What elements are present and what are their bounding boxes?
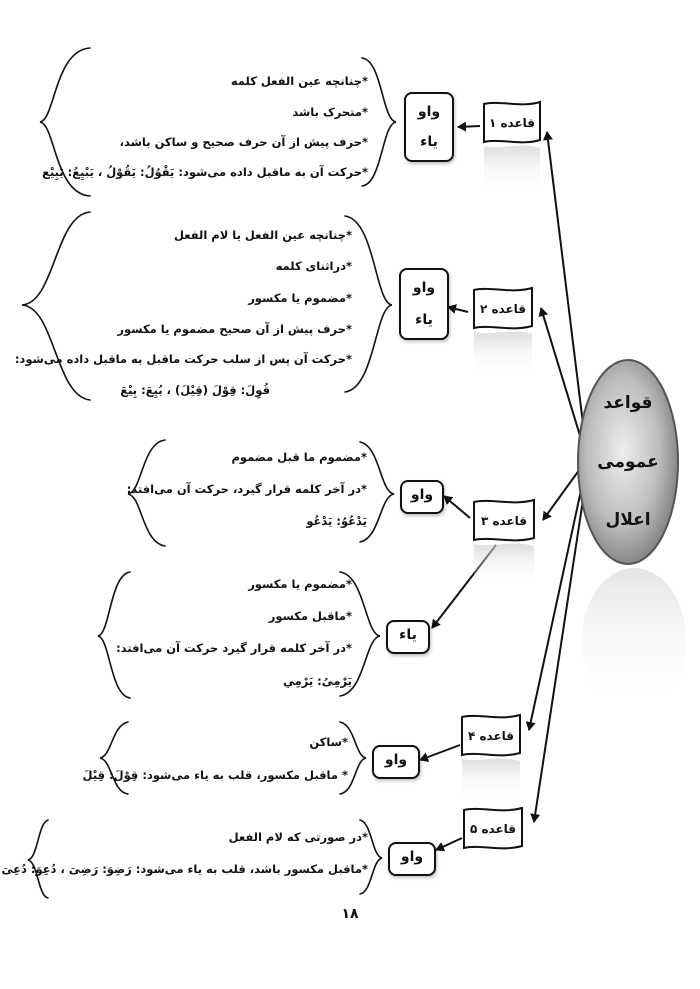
rule5-letter-box <box>388 842 436 876</box>
rule4-line-1: *ساکن <box>309 735 348 749</box>
central-topic-line-3: اعلال <box>605 510 651 530</box>
rule2-line-2: *دراثنای کلمه <box>275 259 352 273</box>
rule2-label: قاعده ۲ <box>479 302 527 316</box>
rule2-line-1: *چنانچه عین الفعل یا لام الفعل <box>173 228 352 242</box>
rule2-letter-ya: یاء <box>415 312 433 328</box>
rule3-waw-line-1: *مضموم ما قبل مضموم <box>231 450 367 464</box>
rule2-letter-box <box>399 268 449 340</box>
arrow-rule3-waw <box>444 496 470 518</box>
brace-rule4-left <box>100 722 128 794</box>
rule3-ya-line-3: *در آخر کلمه قرار گیرد حرکت آن می‌افتد: <box>116 641 352 655</box>
rule2-letter-waw: واو <box>412 280 436 296</box>
brace-rule5-left <box>28 820 48 898</box>
rule3-ya-line-1: *مضموم یا مکسور <box>248 577 352 591</box>
rule5-line-1: *در صورتی که لام الفعل <box>228 830 368 844</box>
rule4-label: قاعده ۴ <box>467 729 515 743</box>
rule3-waw-line-2: *در آخر کلمه قرار گیرد، حرکت آن می‌افتد: <box>126 482 367 496</box>
rule4-letter-waw: واو <box>384 752 408 768</box>
rule3-ya-line-4: یَرْمِیُ: یَرْمِي <box>282 674 352 688</box>
rule3-waw-line-3: یَدْعُوُ: یَدْعُو <box>306 514 367 528</box>
brace-rule2-right <box>345 216 392 392</box>
arrow-rule1-box <box>458 126 480 127</box>
rule3-ya-line-2: *ماقبل مکسور <box>268 609 352 623</box>
arrow-rule5-box <box>436 838 462 850</box>
arrow-center-rule4 <box>529 472 585 730</box>
rule1-letter-ya: یاء <box>420 134 438 150</box>
rule4-line-2: * ماقبل مکسور، قلب به یاء می‌شود: قِوْلَ: قِیْلَ <box>82 768 348 782</box>
rule2-line-4: *حرف پیش از آن صحیح مضموم یا مکسور <box>117 322 352 336</box>
rule5-letter-waw: واو <box>400 849 424 865</box>
rule2-line-6: قُوِلَ: قِوْلَ (قِیْلَ) ، بُیِعَ: بِیْعَ <box>120 383 270 397</box>
rule3-letter-ya: یاء <box>399 627 417 643</box>
rule5-label: قاعده ۵ <box>469 822 517 836</box>
rule1-label: قاعده ۱ <box>488 116 536 130</box>
brace-rule4-right <box>340 722 366 794</box>
rule1-line-2: *متحرک باشد <box>292 105 368 119</box>
rule1-letter-waw: واو <box>417 104 441 120</box>
rule2-line-5: *حرکت آن پس از سلب حرکت ماقبل به ماقبل داده می‌شود: <box>14 352 352 366</box>
rule2-line-3: *مضموم یا مکسور <box>248 291 352 305</box>
arrow-rule2-box <box>448 307 468 312</box>
page-number: ۱۸ <box>341 906 359 922</box>
central-topic-line-2: عمومی <box>597 452 659 472</box>
central-oval-reflection <box>582 568 686 712</box>
rule3-label: قاعده ۳ <box>480 514 528 528</box>
arrow-rule4-box <box>420 745 460 760</box>
rule1-line-1: *چنانچه عین الفعل کلمه <box>230 74 368 88</box>
rule3-ya-box <box>386 620 430 654</box>
rule1-letter-box <box>404 92 454 162</box>
rule1-line-3: *حرف پیش از آن حرف صحیح و ساکن باشد، <box>119 135 368 149</box>
arrow-center-rule1 <box>547 132 585 440</box>
brace-rule2-left <box>22 212 90 400</box>
rule4-letter-box <box>372 745 420 779</box>
rule5-line-2: *ماقبل مکسور باشد، قلب به یاء می‌شود: رَضِوَ: رَضِیَ ، دُعِوَ: دُعِیَ <box>1 862 368 876</box>
rule1-line-4: *حرکت آن به ماقبل داده می‌شود: یَقْوُلُ: یَقُوْلُ ، یَبْیِعُ: یَبِیْع <box>42 165 368 179</box>
central-topic-line-1: قواعد <box>603 393 653 413</box>
arrow-center-rule5 <box>534 480 586 822</box>
rule3-letter-waw: واو <box>410 487 434 503</box>
rule3-waw-box <box>400 480 444 514</box>
brace-rule3-ya-left <box>98 572 130 698</box>
